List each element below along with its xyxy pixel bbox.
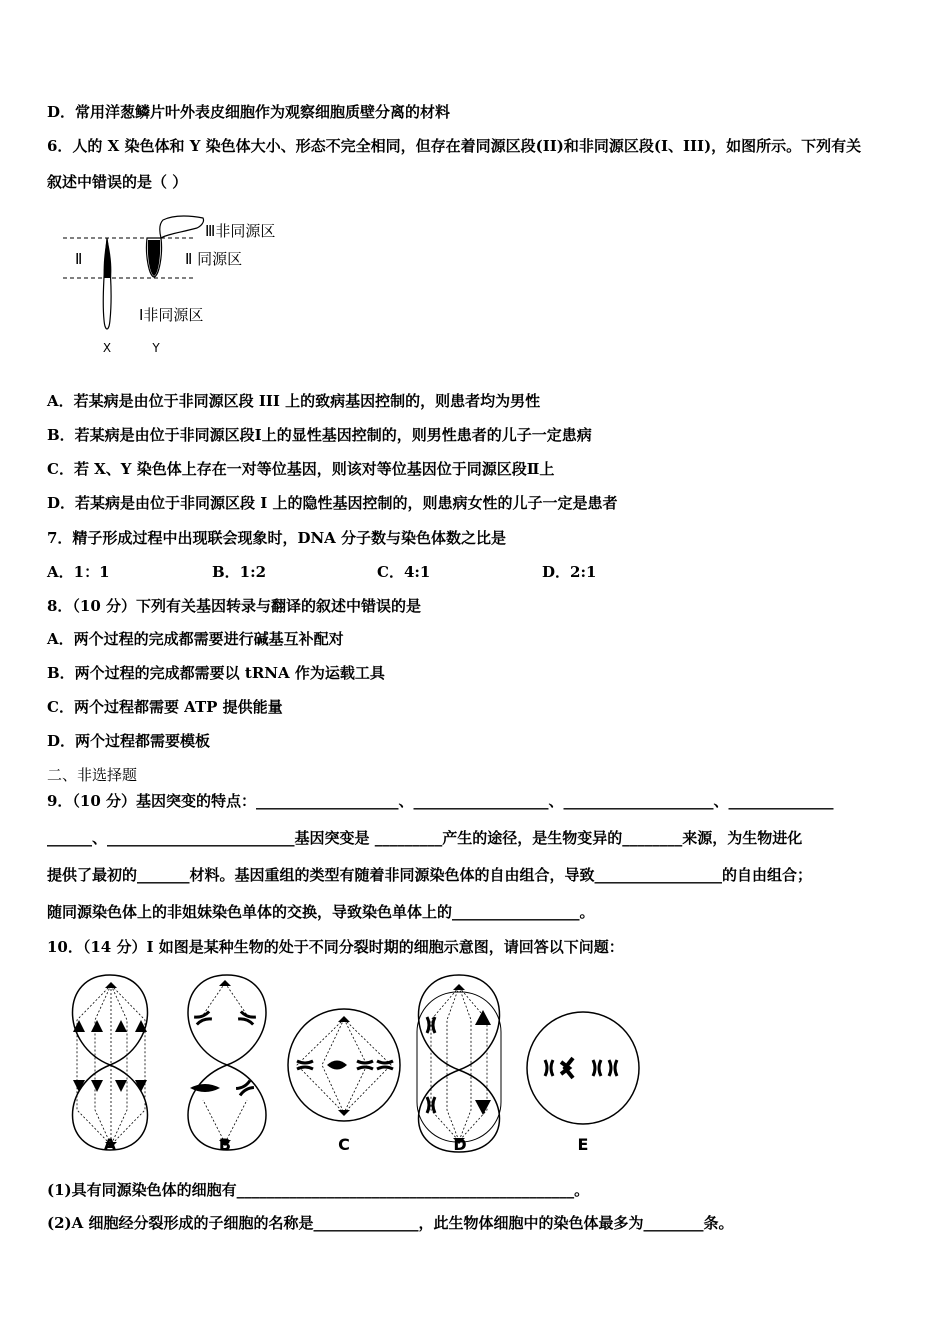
cell-division-figure: [55, 970, 645, 1160]
label-ii-left: Ⅱ: [75, 250, 83, 268]
label-y: Y: [152, 341, 160, 355]
cell-label-d: D: [453, 1135, 467, 1154]
q5-option-d: D．常用洋葱鳞片叶外表皮细胞作为观察细胞质壁分离的材料: [47, 103, 451, 121]
section-heading-non-choice: 二、非选择题: [47, 766, 138, 784]
xy-chromosome-figure: [55, 210, 315, 360]
q7-stem: 7．精子形成过程中出现联会现象时，DNA 分子数与染色体数之比是: [47, 529, 507, 547]
cell-b: [188, 975, 266, 1150]
label-i-nonhomologous: Ⅰ非同源区: [139, 306, 204, 324]
label-ii-homologous: Ⅱ 同源区: [185, 250, 243, 268]
q9-line4: 随同源染色体上的非姐妹染色单体的交换，导致染色单体上的_________________。: [47, 903, 595, 921]
q9-line2: ______、_________________________基因突变是 _________产生的途径，是生物变异的________来源，为生物进化: [47, 829, 803, 847]
q7-option-c: C．4:1: [377, 563, 431, 581]
q8-stem: 8．（10 分）下列有关基因转录与翻译的叙述中错误的是: [47, 597, 422, 615]
x-homologous-segment: [104, 238, 112, 278]
q7-option-b: B．1:2: [212, 563, 267, 581]
q6-option-a: A．若某病是由位于非同源区段 III 上的致病基因控制的，则患者均为男性: [47, 392, 541, 410]
cell-e: [527, 1012, 639, 1124]
q6-stem-line1: 6．人的 X 染色体和 Y 染色体大小、形态不完全相同，但存在着同源区段(II)和非同源区段(I、III)，如图所示。下列有关: [47, 137, 862, 155]
cell-d: [417, 975, 501, 1152]
q8-option-b: B．两个过程的完成都需要以 tRNA 作为运载工具: [47, 664, 385, 682]
cell-label-c: C: [338, 1135, 350, 1154]
q9-line3: 提供了最初的_______材料。基因重组的类型有随着非同源染色体的自由组合，导致_________________的自由组合；: [47, 866, 813, 884]
cell-label-b: B: [218, 1135, 232, 1154]
q6-stem-line2: 叙述中错误的是（ ）: [47, 173, 188, 191]
q8-option-c: C．两个过程都需要 ATP 提供能量: [47, 698, 283, 716]
q10-sub2: (2)A 细胞经分裂形成的子细胞的名称是______________，此生物体细胞中的染色体最多为________条。: [47, 1214, 734, 1232]
q10-stem: 10．（14 分）I 如图是某种生物的处于不同分裂时期的细胞示意图，请回答以下问题：: [47, 938, 624, 956]
q6-option-c: C．若 X、Y 染色体上存在一对等位基因，则该对等位基因位于同源区段Ⅱ上: [47, 460, 555, 478]
label-iii-nonhomologous: Ⅲ非同源区: [205, 222, 276, 240]
q9-line1: 9．（10 分）基因突变的特点：___________________、__________________、____________________、______________: [47, 792, 834, 810]
q10-sub1: (1)具有同源染色体的细胞有_____________________________________________。: [47, 1181, 590, 1199]
q6-option-d: D．若某病是由位于非同源区段 I 上的隐性基因控制的，则患病女性的儿子一定是患者: [47, 494, 618, 512]
cell-label-e: E: [577, 1135, 589, 1154]
cell-label-a: A: [103, 1135, 117, 1154]
label-x: X: [102, 341, 112, 355]
q8-option-d: D．两个过程都需要模板: [47, 732, 211, 750]
cell-c: [288, 1009, 400, 1121]
q6-option-b: B．若某病是由位于非同源区段Ⅰ上的显性基因控制的，则男性患者的儿子一定患病: [47, 426, 592, 444]
q7-option-d: D．2:1: [542, 563, 597, 581]
q8-option-a: A．两个过程的完成都需要进行碱基互补配对: [47, 630, 344, 648]
q7-option-a: A．1：1: [47, 563, 110, 581]
cell-a: [73, 975, 148, 1150]
